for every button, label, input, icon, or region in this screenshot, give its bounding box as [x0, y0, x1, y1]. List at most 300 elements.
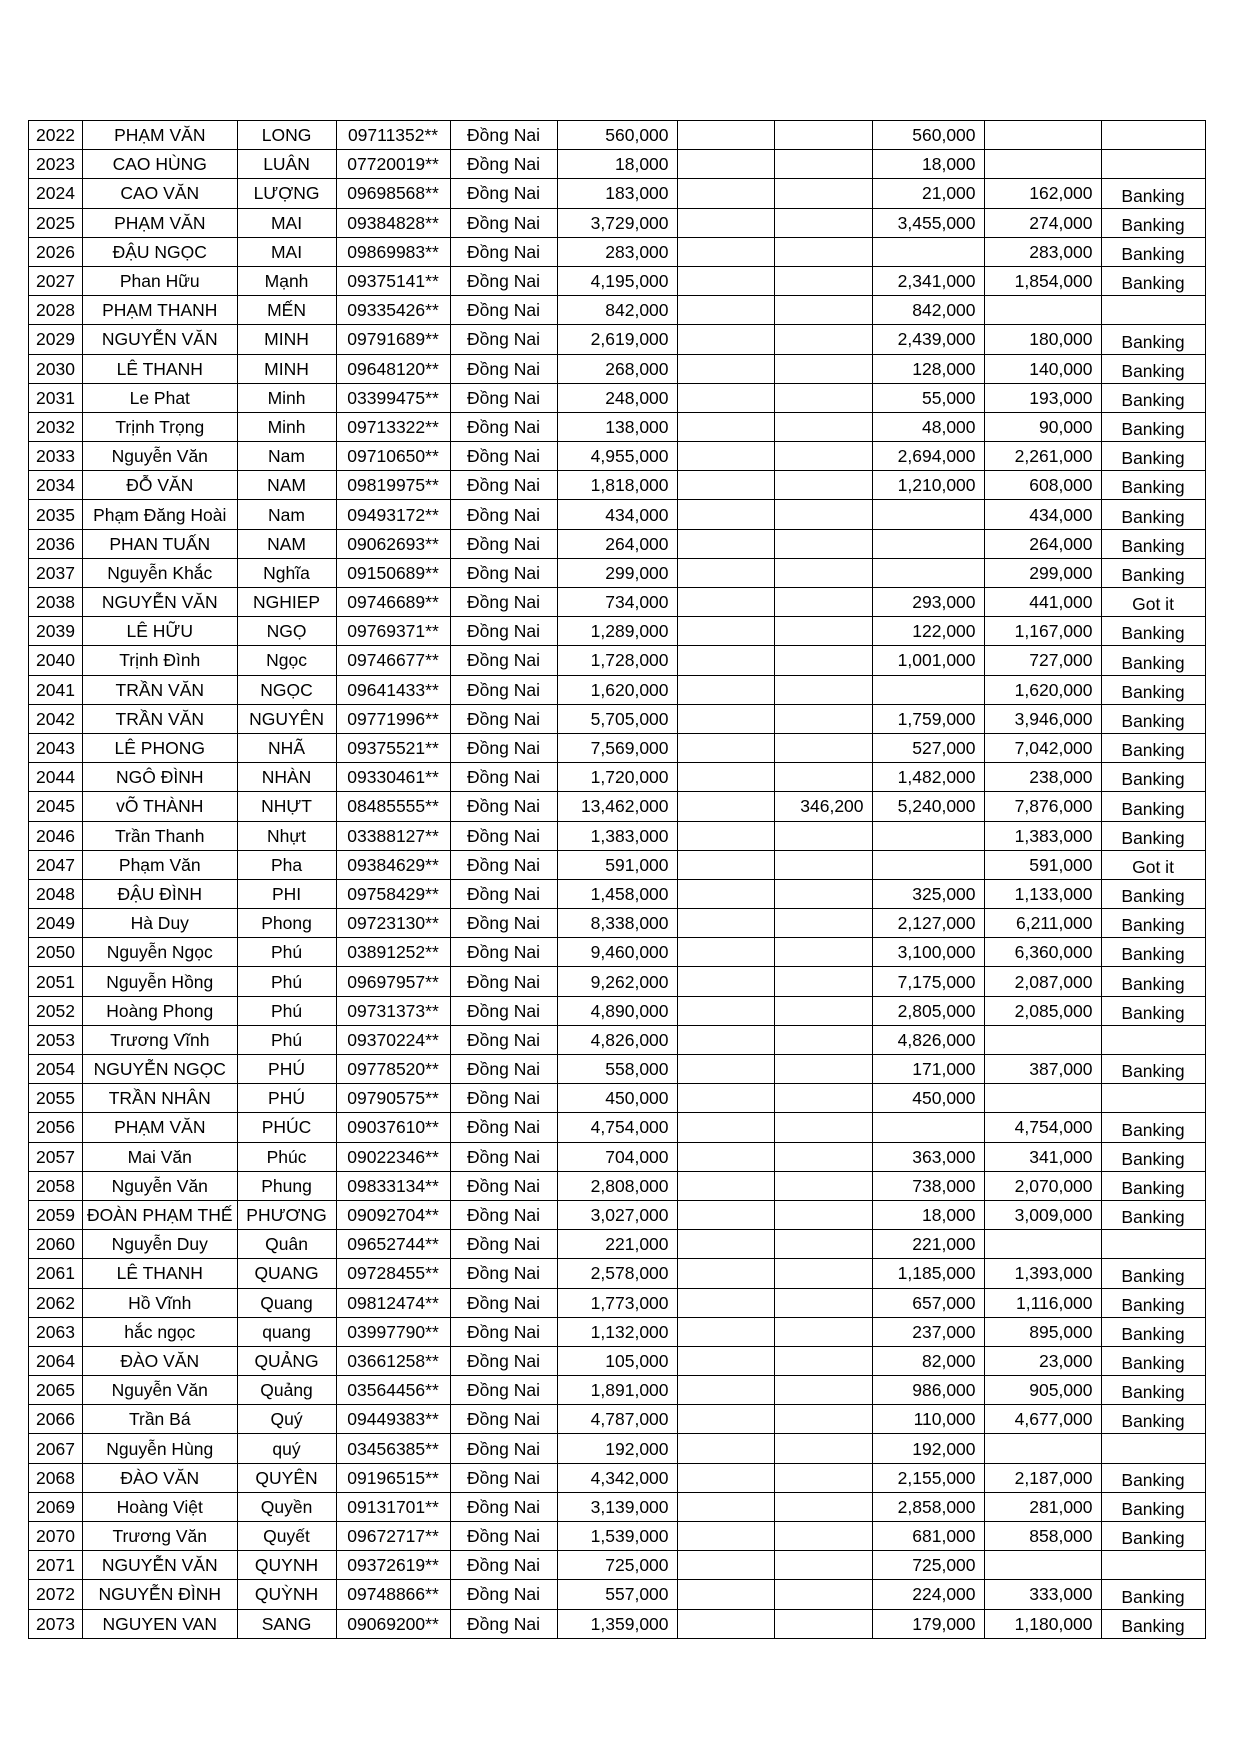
cell-id: 2066 [29, 1405, 83, 1434]
cell-col-1 [677, 412, 774, 441]
cell-status: Banking [1101, 208, 1205, 237]
cell-col-1 [677, 354, 774, 383]
table-row [29, 675, 1206, 704]
cell-first-name: NAM [237, 471, 336, 500]
cell-total: 1,383,000 [557, 821, 677, 850]
cell-col-1 [677, 909, 774, 938]
cell-id: 2048 [29, 879, 83, 908]
cell-first-name: Minh [237, 412, 336, 441]
cell-first-name: MAI [237, 237, 336, 266]
cell-col-3: 3,100,000 [872, 938, 984, 967]
cell-last-name: Hà Duy [83, 909, 238, 938]
cell-col-4: 6,360,000 [984, 938, 1101, 967]
cell-last-name: CAO HÙNG [83, 150, 238, 179]
cell-col-2 [774, 733, 872, 762]
table-row [29, 208, 1206, 237]
cell-phone: 09869983** [336, 237, 450, 266]
cell-col-1 [677, 179, 774, 208]
cell-id: 2034 [29, 471, 83, 500]
cell-last-name: CAO VĂN [83, 179, 238, 208]
cell-last-name: TRẦN NHÂN [83, 1084, 238, 1113]
cell-col-3: 171,000 [872, 1055, 984, 1084]
cell-first-name: Phúc [237, 1142, 336, 1171]
cell-id: 2053 [29, 1025, 83, 1054]
cell-status: Banking [1101, 938, 1205, 967]
cell-province: Đồng Nai [450, 646, 557, 675]
cell-col-2 [774, 471, 872, 500]
cell-col-1 [677, 1434, 774, 1463]
cell-col-3: 179,000 [872, 1609, 984, 1638]
cell-province: Đồng Nai [450, 529, 557, 558]
cell-total: 248,000 [557, 383, 677, 412]
table-row [29, 938, 1206, 967]
cell-last-name: LÊ THANH [83, 354, 238, 383]
cell-col-2 [774, 879, 872, 908]
cell-phone: 03661258** [336, 1346, 450, 1375]
cell-first-name: Phú [237, 996, 336, 1025]
table-row [29, 646, 1206, 675]
cell-total: 3,139,000 [557, 1492, 677, 1521]
cell-phone: 09131701** [336, 1492, 450, 1521]
cell-last-name: PHẠM VĂN [83, 121, 238, 150]
cell-total: 192,000 [557, 1434, 677, 1463]
table-row [29, 850, 1206, 879]
cell-col-1 [677, 1142, 774, 1171]
table-row [29, 1171, 1206, 1200]
cell-col-1 [677, 1376, 774, 1405]
cell-first-name: MINH [237, 325, 336, 354]
table-row [29, 1288, 1206, 1317]
cell-col-4: 299,000 [984, 558, 1101, 587]
cell-phone: 09196515** [336, 1463, 450, 1492]
table-row [29, 1317, 1206, 1346]
cell-col-4: 2,070,000 [984, 1171, 1101, 1200]
cell-phone: 09746677** [336, 646, 450, 675]
table-row [29, 1492, 1206, 1521]
table-row [29, 383, 1206, 412]
cell-total: 1,720,000 [557, 763, 677, 792]
cell-col-4: 858,000 [984, 1522, 1101, 1551]
cell-col-4: 1,383,000 [984, 821, 1101, 850]
cell-id: 2035 [29, 500, 83, 529]
cell-id: 2068 [29, 1463, 83, 1492]
cell-last-name: hắc ngọc [83, 1317, 238, 1346]
cell-col-2 [774, 325, 872, 354]
cell-phone: 09778520** [336, 1055, 450, 1084]
cell-col-4 [984, 150, 1101, 179]
cell-col-1 [677, 1551, 774, 1580]
cell-phone: 09335426** [336, 296, 450, 325]
cell-total: 725,000 [557, 1551, 677, 1580]
table-row [29, 121, 1206, 150]
cell-col-4 [984, 121, 1101, 150]
cell-first-name: LUÂN [237, 150, 336, 179]
cell-total: 4,826,000 [557, 1025, 677, 1054]
cell-first-name: LONG [237, 121, 336, 150]
cell-col-2 [774, 938, 872, 967]
cell-status: Banking [1101, 442, 1205, 471]
cell-province: Đồng Nai [450, 1551, 557, 1580]
cell-phone: 09746689** [336, 588, 450, 617]
cell-id: 2056 [29, 1113, 83, 1142]
cell-phone: 09812474** [336, 1288, 450, 1317]
cell-col-1 [677, 1259, 774, 1288]
cell-col-2 [774, 967, 872, 996]
cell-province: Đồng Nai [450, 237, 557, 266]
cell-status: Banking [1101, 646, 1205, 675]
cell-phone: 09384828** [336, 208, 450, 237]
cell-province: Đồng Nai [450, 1317, 557, 1346]
cell-total: 450,000 [557, 1084, 677, 1113]
cell-col-3: 1,482,000 [872, 763, 984, 792]
cell-phone: 09771996** [336, 704, 450, 733]
cell-province: Đồng Nai [450, 1259, 557, 1288]
cell-last-name: Phạm Văn [83, 850, 238, 879]
cell-status [1101, 1230, 1205, 1259]
cell-first-name: NHÀN [237, 763, 336, 792]
cell-col-1 [677, 996, 774, 1025]
cell-first-name: Nam [237, 500, 336, 529]
cell-col-3: 1,210,000 [872, 471, 984, 500]
cell-col-2 [774, 237, 872, 266]
cell-province: Đồng Nai [450, 1580, 557, 1609]
cell-col-3: 224,000 [872, 1580, 984, 1609]
cell-col-2 [774, 1288, 872, 1317]
cell-col-3: 1,185,000 [872, 1259, 984, 1288]
table-row [29, 617, 1206, 646]
cell-status: Banking [1101, 500, 1205, 529]
table-row [29, 1200, 1206, 1229]
cell-first-name: Minh [237, 383, 336, 412]
cell-status: Banking [1101, 733, 1205, 762]
cell-id: 2057 [29, 1142, 83, 1171]
cell-last-name: Phan Hữu [83, 266, 238, 295]
cell-col-2 [774, 121, 872, 150]
cell-col-2 [774, 1230, 872, 1259]
cell-last-name: NGUYỄN VĂN [83, 325, 238, 354]
cell-col-1 [677, 967, 774, 996]
cell-status: Banking [1101, 471, 1205, 500]
cell-status: Banking [1101, 529, 1205, 558]
cell-last-name: ĐẬU NGỌC [83, 237, 238, 266]
cell-last-name: Hoàng Phong [83, 996, 238, 1025]
cell-phone: 09652744** [336, 1230, 450, 1259]
cell-phone: 09375141** [336, 266, 450, 295]
cell-phone: 09641433** [336, 675, 450, 704]
cell-col-2 [774, 558, 872, 587]
cell-col-2 [774, 208, 872, 237]
table-row [29, 179, 1206, 208]
cell-total: 4,787,000 [557, 1405, 677, 1434]
cell-province: Đồng Nai [450, 1609, 557, 1638]
cell-total: 8,338,000 [557, 909, 677, 938]
cell-province: Đồng Nai [450, 1230, 557, 1259]
cell-col-3: 2,341,000 [872, 266, 984, 295]
cell-col-4: 264,000 [984, 529, 1101, 558]
cell-col-3: 986,000 [872, 1376, 984, 1405]
cell-status: Banking [1101, 266, 1205, 295]
table-row [29, 1522, 1206, 1551]
table-row [29, 471, 1206, 500]
cell-total: 591,000 [557, 850, 677, 879]
cell-col-2 [774, 266, 872, 295]
cell-col-1 [677, 383, 774, 412]
cell-last-name: Nguyễn Văn [83, 442, 238, 471]
cell-col-3: 2,439,000 [872, 325, 984, 354]
cell-phone: 09723130** [336, 909, 450, 938]
cell-col-1 [677, 879, 774, 908]
cell-last-name: PHẠM VĂN [83, 208, 238, 237]
cell-col-4: 727,000 [984, 646, 1101, 675]
cell-phone: 09833134** [336, 1171, 450, 1200]
cell-col-1 [677, 1522, 774, 1551]
cell-last-name: NGUYỄN ĐÌNH [83, 1580, 238, 1609]
cell-status [1101, 1025, 1205, 1054]
table-row [29, 1580, 1206, 1609]
table-row [29, 967, 1206, 996]
cell-id: 2050 [29, 938, 83, 967]
cell-id: 2036 [29, 529, 83, 558]
cell-last-name: Mai Văn [83, 1142, 238, 1171]
table-row [29, 354, 1206, 383]
cell-total: 1,539,000 [557, 1522, 677, 1551]
cell-status: Banking [1101, 1259, 1205, 1288]
cell-phone: 09790575** [336, 1084, 450, 1113]
cell-col-1 [677, 471, 774, 500]
cell-last-name: Trịnh Đình [83, 646, 238, 675]
cell-col-3 [872, 237, 984, 266]
cell-last-name: LÊ THANH [83, 1259, 238, 1288]
cell-col-4: 2,261,000 [984, 442, 1101, 471]
cell-col-4: 4,754,000 [984, 1113, 1101, 1142]
cell-last-name: Hồ Vĩnh [83, 1288, 238, 1317]
cell-first-name: LƯỢNG [237, 179, 336, 208]
cell-status: Banking [1101, 1580, 1205, 1609]
cell-first-name: MINH [237, 354, 336, 383]
cell-col-1 [677, 646, 774, 675]
cell-col-4: 7,042,000 [984, 733, 1101, 762]
cell-col-1 [677, 442, 774, 471]
cell-phone: 09150689** [336, 558, 450, 587]
cell-col-1 [677, 1405, 774, 1434]
cell-status [1101, 1084, 1205, 1113]
cell-phone: 03399475** [336, 383, 450, 412]
cell-last-name: PHẠM VĂN [83, 1113, 238, 1142]
cell-col-1 [677, 1055, 774, 1084]
cell-id: 2062 [29, 1288, 83, 1317]
cell-status [1101, 150, 1205, 179]
cell-status: Banking [1101, 1346, 1205, 1375]
cell-status [1101, 1434, 1205, 1463]
cell-col-3: 657,000 [872, 1288, 984, 1317]
cell-province: Đồng Nai [450, 821, 557, 850]
cell-phone: 03891252** [336, 938, 450, 967]
cell-col-3: 293,000 [872, 588, 984, 617]
cell-col-2 [774, 529, 872, 558]
cell-col-2 [774, 646, 872, 675]
cell-col-1 [677, 938, 774, 967]
table-row [29, 733, 1206, 762]
cell-id: 2024 [29, 179, 83, 208]
cell-province: Đồng Nai [450, 1434, 557, 1463]
cell-phone: 09710650** [336, 442, 450, 471]
cell-col-1 [677, 1025, 774, 1054]
cell-col-4 [984, 1434, 1101, 1463]
cell-phone: 09731373** [336, 996, 450, 1025]
cell-total: 4,890,000 [557, 996, 677, 1025]
cell-col-1 [677, 500, 774, 529]
cell-phone: 09648120** [336, 354, 450, 383]
cell-col-4: 238,000 [984, 763, 1101, 792]
cell-status: Banking [1101, 1171, 1205, 1200]
cell-col-3: 5,240,000 [872, 792, 984, 821]
cell-province: Đồng Nai [450, 1200, 557, 1229]
table-row [29, 1259, 1206, 1288]
cell-id: 2025 [29, 208, 83, 237]
cell-col-4: 2,087,000 [984, 967, 1101, 996]
table-row [29, 1113, 1206, 1142]
cell-id: 2063 [29, 1317, 83, 1346]
cell-id: 2071 [29, 1551, 83, 1580]
cell-status [1101, 1551, 1205, 1580]
data-table [28, 120, 1206, 1639]
cell-first-name: Phong [237, 909, 336, 938]
table-row [29, 500, 1206, 529]
cell-phone: 09330461** [336, 763, 450, 792]
cell-last-name: Nguyễn Hồng [83, 967, 238, 996]
cell-status: Banking [1101, 617, 1205, 646]
cell-col-4: 3,009,000 [984, 1200, 1101, 1229]
cell-province: Đồng Nai [450, 879, 557, 908]
cell-first-name: QUỲNH [237, 1580, 336, 1609]
cell-first-name: Nghĩa [237, 558, 336, 587]
cell-last-name: ĐẬU ĐÌNH [83, 879, 238, 908]
cell-last-name: LÊ HỮU [83, 617, 238, 646]
cell-last-name: PHAN TUẤN [83, 529, 238, 558]
cell-col-1 [677, 704, 774, 733]
cell-phone: 09713322** [336, 412, 450, 441]
cell-col-4: 905,000 [984, 1376, 1101, 1405]
cell-phone: 09672717** [336, 1522, 450, 1551]
cell-col-3: 221,000 [872, 1230, 984, 1259]
cell-status: Banking [1101, 967, 1205, 996]
cell-phone: 03456385** [336, 1434, 450, 1463]
cell-col-4: 180,000 [984, 325, 1101, 354]
cell-phone: 09769371** [336, 617, 450, 646]
cell-first-name: Quyết [237, 1522, 336, 1551]
cell-id: 2046 [29, 821, 83, 850]
cell-first-name: Quảng [237, 1376, 336, 1405]
cell-phone: 09728455** [336, 1259, 450, 1288]
cell-col-3: 4,826,000 [872, 1025, 984, 1054]
cell-col-1 [677, 617, 774, 646]
cell-phone: 09697957** [336, 967, 450, 996]
cell-phone: 09062693** [336, 529, 450, 558]
cell-col-2 [774, 412, 872, 441]
cell-col-4: 441,000 [984, 588, 1101, 617]
cell-col-2 [774, 1609, 872, 1638]
cell-id: 2055 [29, 1084, 83, 1113]
cell-col-4: 6,211,000 [984, 909, 1101, 938]
cell-col-2 [774, 179, 872, 208]
table-row [29, 529, 1206, 558]
cell-col-4: 274,000 [984, 208, 1101, 237]
table-row [29, 1434, 1206, 1463]
cell-col-2 [774, 1434, 872, 1463]
cell-col-2 [774, 850, 872, 879]
cell-col-4: 1,620,000 [984, 675, 1101, 704]
cell-first-name: Phú [237, 1025, 336, 1054]
table-row [29, 1084, 1206, 1113]
cell-province: Đồng Nai [450, 1171, 557, 1200]
cell-first-name: Nam [237, 442, 336, 471]
cell-col-3 [872, 850, 984, 879]
cell-id: 2069 [29, 1492, 83, 1521]
cell-id: 2041 [29, 675, 83, 704]
cell-col-3: 18,000 [872, 150, 984, 179]
cell-last-name: TRẦN VĂN [83, 704, 238, 733]
cell-col-2: 346,200 [774, 792, 872, 821]
table-row [29, 412, 1206, 441]
cell-status: Banking [1101, 1200, 1205, 1229]
cell-col-3: 82,000 [872, 1346, 984, 1375]
cell-first-name: quang [237, 1317, 336, 1346]
cell-total: 183,000 [557, 179, 677, 208]
cell-first-name: QUYNH [237, 1551, 336, 1580]
cell-col-3: 3,455,000 [872, 208, 984, 237]
cell-col-1 [677, 675, 774, 704]
table-row [29, 1405, 1206, 1434]
cell-id: 2067 [29, 1434, 83, 1463]
cell-last-name: NGÔ ĐÌNH [83, 763, 238, 792]
cell-col-3: 1,759,000 [872, 704, 984, 733]
cell-col-4: 162,000 [984, 179, 1101, 208]
cell-last-name: vÕ THÀNH [83, 792, 238, 821]
cell-col-4: 3,946,000 [984, 704, 1101, 733]
cell-col-3: 363,000 [872, 1142, 984, 1171]
cell-first-name: Quý [237, 1405, 336, 1434]
cell-total: 4,342,000 [557, 1463, 677, 1492]
cell-first-name: MAI [237, 208, 336, 237]
cell-id: 2060 [29, 1230, 83, 1259]
cell-col-1 [677, 792, 774, 821]
cell-col-4: 2,187,000 [984, 1463, 1101, 1492]
cell-id: 2039 [29, 617, 83, 646]
cell-id: 2030 [29, 354, 83, 383]
cell-id: 2061 [29, 1259, 83, 1288]
cell-last-name: NGUYỄN VĂN [83, 588, 238, 617]
table-row [29, 1463, 1206, 1492]
cell-col-2 [774, 1055, 872, 1084]
cell-col-3: 55,000 [872, 383, 984, 412]
table-row [29, 442, 1206, 471]
cell-col-3: 842,000 [872, 296, 984, 325]
cell-province: Đồng Nai [450, 1025, 557, 1054]
cell-last-name: ĐỖ VĂN [83, 471, 238, 500]
cell-id: 2044 [29, 763, 83, 792]
cell-total: 5,705,000 [557, 704, 677, 733]
cell-total: 1,359,000 [557, 1609, 677, 1638]
cell-col-4 [984, 1025, 1101, 1054]
table-row [29, 1609, 1206, 1638]
cell-province: Đồng Nai [450, 792, 557, 821]
cell-col-3: 110,000 [872, 1405, 984, 1434]
cell-id: 2026 [29, 237, 83, 266]
cell-col-2 [774, 296, 872, 325]
cell-phone: 03997790** [336, 1317, 450, 1346]
cell-col-2 [774, 1346, 872, 1375]
cell-col-2 [774, 1463, 872, 1492]
